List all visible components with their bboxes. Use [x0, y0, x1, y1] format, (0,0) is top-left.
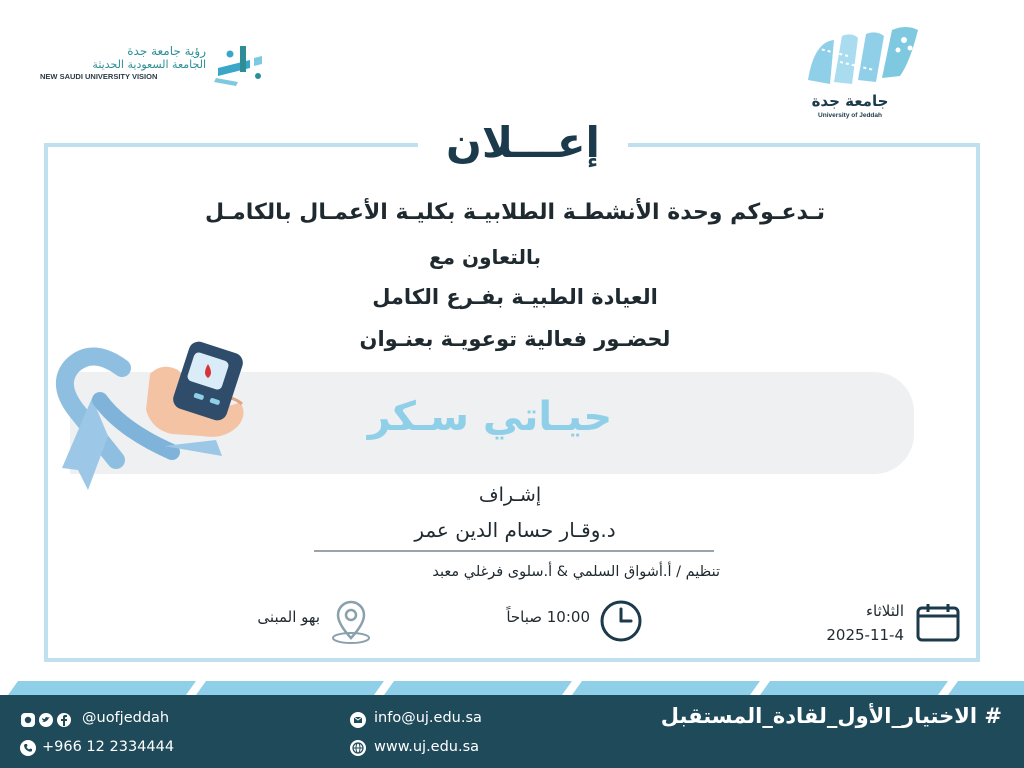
vision-text [40, 44, 206, 82]
event-title: حيـاتي سـكر [367, 394, 613, 440]
frame-bottom [44, 658, 980, 662]
frame-top-left [44, 143, 418, 147]
university-logo [798, 22, 926, 122]
supervision-label: إشـراف [478, 484, 542, 506]
phone-icon [20, 740, 36, 756]
event-date: 2025-11-4 [826, 626, 904, 644]
university-name-en: University of Jeddah [818, 112, 882, 119]
footer-stripes [0, 681, 1024, 695]
vision-english: NEW SAUDI UNIVERSITY VISION [40, 72, 158, 81]
divider [314, 550, 714, 552]
invitation-line: العيادة الطبيـة بفـرع الكامل [372, 285, 658, 309]
location-pin-icon [326, 598, 376, 646]
invitation-line: بالتعاون مع [428, 245, 541, 269]
organizers: تنظيم / أ.أشواق السلمي & أ.سلوى فرغلي معبد [432, 564, 720, 580]
frame-top-right [628, 143, 980, 147]
supervisor-name: د.وقـار حسام الدين عمر [414, 518, 616, 542]
vision-logo [40, 38, 280, 90]
event-place: بهو المبنى [257, 608, 320, 626]
event-time: 10:00 صباحاً [506, 608, 590, 626]
vision-subtitle: الجامعة السعودية الحديثة [92, 58, 206, 71]
website-link[interactable]: www.uj.edu.sa [374, 739, 480, 755]
twitter-icon[interactable] [39, 713, 53, 727]
event-day: الثلاثاء [865, 602, 904, 620]
university-name-ar: جامعة جدة [811, 92, 889, 110]
university-mark-icon [804, 22, 922, 92]
invitation-line: تـدعـوكم وحدة الأنشطـة الطلابيـة بكليـة الأعمـال بالكامـل [204, 200, 826, 225]
clock-icon [598, 598, 644, 644]
email-link[interactable]: info@uj.edu.sa [374, 710, 482, 726]
facebook-icon[interactable] [57, 713, 71, 727]
globe-icon [350, 740, 366, 756]
social-icons [20, 712, 82, 728]
vision-mark-icon [210, 38, 276, 88]
phone-number[interactable]: +966 12 2334444 [42, 739, 175, 755]
invitation-line: لحضـور فعالية توعويـة بعنـوان [359, 327, 671, 351]
frame-right [976, 143, 980, 662]
calendar-icon [914, 602, 962, 642]
vision-title: رؤية جامعة جدة [127, 44, 206, 58]
instagram-icon[interactable] [21, 713, 35, 727]
email-icon [350, 712, 366, 728]
announcement-title: إعـــلان [446, 118, 600, 167]
glucose-meter-ribbon-icon [52, 340, 262, 500]
hashtag: # الاختيار_الأول_لقادة_المستقبل [660, 704, 1002, 728]
social-handle[interactable]: @uofjeddah [82, 710, 170, 726]
frame-left [44, 143, 48, 662]
